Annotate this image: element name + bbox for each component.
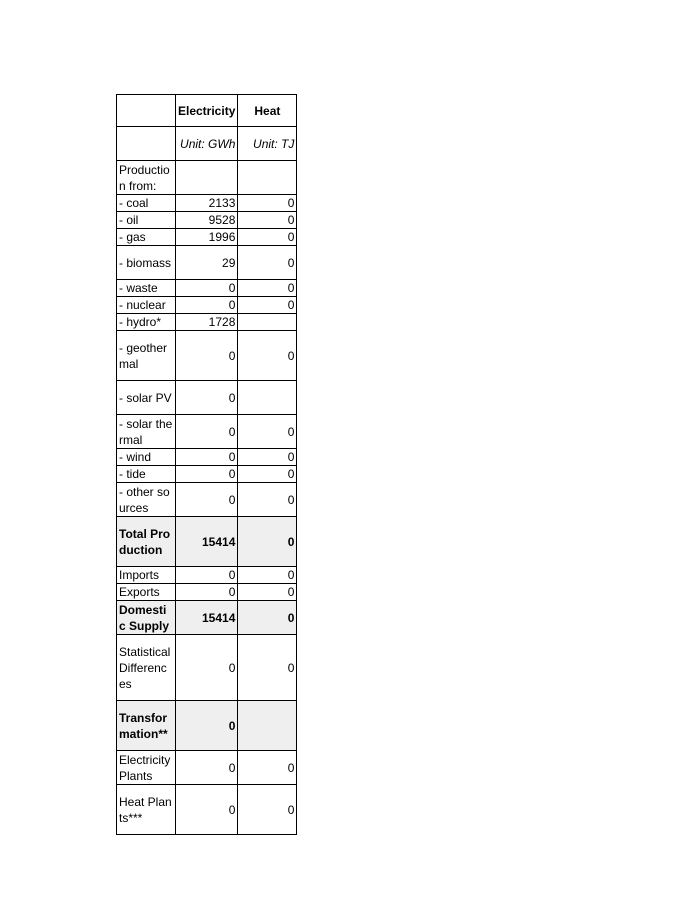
table-row (117, 701, 297, 751)
electricity-value: 0 (176, 567, 238, 584)
electricity-value: 0 (176, 415, 238, 449)
electricity-value: 1996 (176, 229, 238, 246)
table-row (117, 246, 297, 280)
table-row (117, 584, 297, 601)
electricity-value: 0 (176, 331, 238, 381)
electricity-value: 0 (176, 584, 238, 601)
row-label: Total Production (117, 517, 176, 567)
table-row (117, 297, 297, 314)
energy-balance-table (116, 94, 297, 835)
table-row (117, 280, 297, 297)
heat-value: 0 (238, 567, 297, 584)
heat-value: 0 (238, 466, 297, 483)
table-row (117, 449, 297, 466)
heat-value: 0 (238, 280, 297, 297)
table-row (117, 483, 297, 517)
row-label: Heat Plants*** (117, 785, 176, 835)
row-label: - tide (117, 466, 176, 483)
heat-value: 0 (238, 483, 297, 517)
heat-value: 0 (238, 229, 297, 246)
table-row (117, 466, 297, 483)
table-row (117, 751, 297, 785)
row-label: Domestic Supply (117, 601, 176, 635)
table-row (117, 381, 297, 415)
heat-value: 0 (238, 584, 297, 601)
electricity-value: 0 (176, 701, 238, 751)
table-row (117, 517, 297, 567)
heat-value: 0 (238, 415, 297, 449)
electricity-value: 0 (176, 466, 238, 483)
table-row (117, 415, 297, 449)
table-row (117, 567, 297, 584)
heat-value: 0 (238, 246, 297, 280)
electricity-value: 15414 (176, 517, 238, 567)
heat-value (238, 701, 297, 751)
table-row (117, 601, 297, 635)
header-row (117, 95, 297, 127)
table-row (117, 785, 297, 835)
row-label: Exports (117, 584, 176, 601)
header-electricity: Electricity (176, 95, 238, 127)
electricity-value: 0 (176, 280, 238, 297)
row-label: - hydro* (117, 314, 176, 331)
heat-value: 0 (238, 751, 297, 785)
table-row (117, 229, 297, 246)
electricity-value: 15414 (176, 601, 238, 635)
electricity-value: 0 (176, 483, 238, 517)
row-label: - biomass (117, 246, 176, 280)
heat-value: 0 (238, 195, 297, 212)
heat-value: 0 (238, 517, 297, 567)
unit-label-cell (117, 127, 176, 161)
unit-heat: Unit: TJ (238, 127, 297, 161)
row-label: - oil (117, 212, 176, 229)
row-label: - waste (117, 280, 176, 297)
heat-value: 0 (238, 601, 297, 635)
row-label: - wind (117, 449, 176, 466)
electricity-value: 29 (176, 246, 238, 280)
row-label: Imports (117, 567, 176, 584)
header-heat: Heat (238, 95, 297, 127)
row-label: Statistical Differences (117, 635, 176, 701)
heat-value: 0 (238, 331, 297, 381)
table-row (117, 195, 297, 212)
electricity-value: 0 (176, 381, 238, 415)
heat-value: 0 (238, 212, 297, 229)
row-label: - solar PV (117, 381, 176, 415)
row-label: Transformation** (117, 701, 176, 751)
row-label: - nuclear (117, 297, 176, 314)
row-label: - geothermal (117, 331, 176, 381)
electricity-value: 0 (176, 635, 238, 701)
row-label: Electricity Plants (117, 751, 176, 785)
row-label: - solar thermal (117, 415, 176, 449)
header-corner-cell (117, 95, 176, 127)
table-row (117, 635, 297, 701)
row-label: - other sources (117, 483, 176, 517)
heat-value: 0 (238, 785, 297, 835)
row-label: - gas (117, 229, 176, 246)
table-row (117, 331, 297, 381)
heat-value: 0 (238, 635, 297, 701)
heat-value (238, 381, 297, 415)
row-label: - coal (117, 195, 176, 212)
unit-electricity: Unit: GWh (176, 127, 238, 161)
electricity-value: 0 (176, 785, 238, 835)
electricity-value: 1728 (176, 314, 238, 331)
electricity-value: 2133 (176, 195, 238, 212)
table-row (117, 314, 297, 331)
heat-value (238, 161, 297, 195)
electricity-value: 0 (176, 449, 238, 466)
heat-value (238, 314, 297, 331)
unit-row (117, 127, 297, 161)
electricity-value (176, 161, 238, 195)
table-row (117, 212, 297, 229)
electricity-value: 9528 (176, 212, 238, 229)
heat-value: 0 (238, 297, 297, 314)
row-label: Production from: (117, 161, 176, 195)
heat-value: 0 (238, 449, 297, 466)
table-row (117, 161, 297, 195)
electricity-value: 0 (176, 751, 238, 785)
electricity-value: 0 (176, 297, 238, 314)
